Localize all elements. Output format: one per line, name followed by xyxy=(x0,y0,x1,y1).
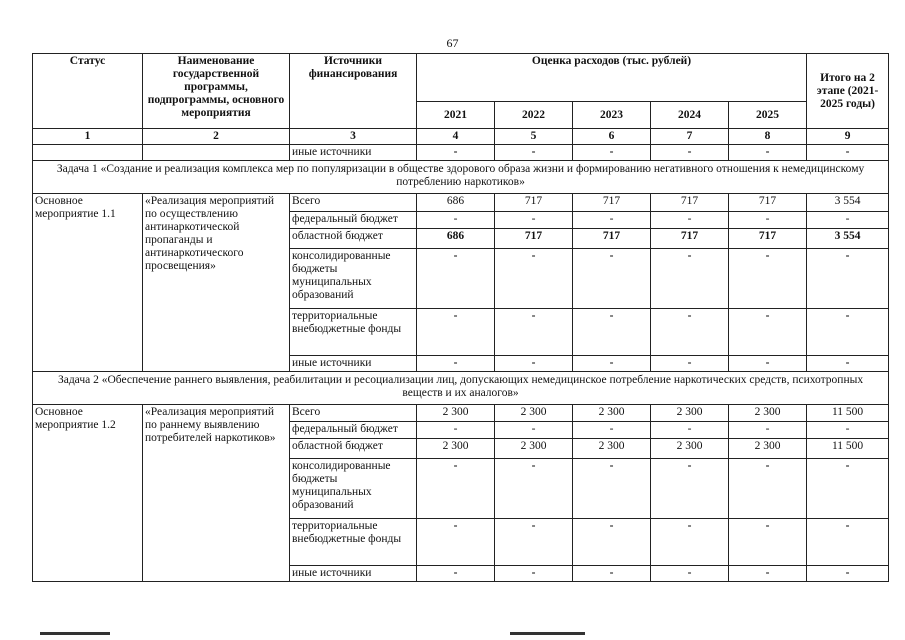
value-cell: - xyxy=(573,566,651,582)
value-cell: 2 300 xyxy=(573,405,651,422)
status-cell: Основное мероприятие 1.2 xyxy=(33,405,143,582)
name-cell: «Реализация мероприятий по раннему выявлению потребителей наркотиков» xyxy=(143,405,290,582)
value-cell: - xyxy=(651,356,729,372)
value-cell: - xyxy=(651,145,729,161)
value-cell: - xyxy=(495,459,573,519)
value-cell: - xyxy=(807,249,889,309)
column-number: 5 xyxy=(495,129,573,145)
value-cell: - xyxy=(729,459,807,519)
value-cell: - xyxy=(651,309,729,356)
value-cell: - xyxy=(729,422,807,439)
value-cell: 2 300 xyxy=(417,439,495,459)
value-cell: - xyxy=(729,309,807,356)
value-cell: - xyxy=(495,249,573,309)
value-cell: 2 300 xyxy=(651,439,729,459)
header-year: 2021 xyxy=(417,102,495,129)
value-cell: - xyxy=(495,519,573,566)
value-cell: 2 300 xyxy=(417,405,495,422)
source-cell: консолидированные бюджеты муниципальных образований xyxy=(290,249,417,309)
source-cell: Всего xyxy=(290,405,417,422)
table-row xyxy=(33,194,889,212)
value-cell: - xyxy=(417,309,495,356)
header-status: Статус xyxy=(33,54,143,129)
value-cell: - xyxy=(495,309,573,356)
value-cell: - xyxy=(417,566,495,582)
page-number: 67 xyxy=(446,36,459,50)
source-cell: территориальные внебюджетные фонды xyxy=(290,519,417,566)
value-cell: 717 xyxy=(729,229,807,249)
header-total: Итого на 2 этапе (2021-2025 годы) xyxy=(807,54,889,129)
value-cell: 3 554 xyxy=(807,194,889,212)
column-number: 1 xyxy=(33,129,143,145)
value-cell: - xyxy=(417,249,495,309)
table-row xyxy=(33,145,889,161)
value-cell: - xyxy=(729,356,807,372)
value-cell: 717 xyxy=(729,194,807,212)
source-cell: иные источники xyxy=(290,356,417,372)
name-cell xyxy=(143,145,290,161)
value-cell: - xyxy=(807,145,889,161)
value-cell: 2 300 xyxy=(651,405,729,422)
source-cell: областной бюджет xyxy=(290,439,417,459)
value-cell: 686 xyxy=(417,194,495,212)
value-cell: 11 500 xyxy=(807,439,889,459)
value-cell: - xyxy=(417,422,495,439)
header-year: 2022 xyxy=(495,102,573,129)
value-cell: - xyxy=(807,356,889,372)
expenses-table xyxy=(32,53,889,582)
value-cell: 717 xyxy=(495,194,573,212)
source-cell: областной бюджет xyxy=(290,229,417,249)
value-cell: - xyxy=(651,459,729,519)
column-number: 9 xyxy=(807,129,889,145)
value-cell: - xyxy=(651,519,729,566)
value-cell: - xyxy=(807,309,889,356)
value-cell: - xyxy=(807,212,889,229)
task-heading: Задача 1 «Создание и реализация комплекса мер по популяризации в обществе здорового образа жизни и формированию негативного отношения к немедицинскому потреблению наркотиков» xyxy=(33,161,889,194)
value-cell: - xyxy=(573,459,651,519)
value-cell: - xyxy=(651,212,729,229)
value-cell: 2 300 xyxy=(729,439,807,459)
source-cell: консолидированные бюджеты муниципальных образований xyxy=(290,459,417,519)
value-cell: - xyxy=(729,145,807,161)
value-cell: - xyxy=(417,212,495,229)
value-cell: 717 xyxy=(651,229,729,249)
source-cell: иные источники xyxy=(290,566,417,582)
source-cell: иные источники xyxy=(290,145,417,161)
value-cell: - xyxy=(495,145,573,161)
source-cell: федеральный бюджет xyxy=(290,422,417,439)
value-cell: - xyxy=(573,519,651,566)
value-cell: 2 300 xyxy=(573,439,651,459)
column-number: 6 xyxy=(573,129,651,145)
column-number: 3 xyxy=(290,129,417,145)
value-cell: 11 500 xyxy=(807,405,889,422)
value-cell: 2 300 xyxy=(495,439,573,459)
value-cell: 717 xyxy=(651,194,729,212)
header-year: 2025 xyxy=(729,102,807,129)
value-cell: - xyxy=(729,566,807,582)
status-cell: Основное мероприятие 1.1 xyxy=(33,194,143,372)
header-year: 2024 xyxy=(651,102,729,129)
header-expenses: Оценка расходов (тыс. рублей) xyxy=(417,54,807,102)
value-cell: 686 xyxy=(417,229,495,249)
source-cell: федеральный бюджет xyxy=(290,212,417,229)
value-cell: - xyxy=(573,145,651,161)
value-cell: - xyxy=(651,566,729,582)
value-cell: - xyxy=(495,356,573,372)
value-cell: - xyxy=(417,145,495,161)
source-cell: территориальные внебюджетные фонды xyxy=(290,309,417,356)
header-year: 2023 xyxy=(573,102,651,129)
value-cell: - xyxy=(573,212,651,229)
value-cell: - xyxy=(573,422,651,439)
value-cell: - xyxy=(573,249,651,309)
column-number: 4 xyxy=(417,129,495,145)
column-number: 7 xyxy=(651,129,729,145)
scan-edge-mark xyxy=(510,632,585,635)
value-cell: - xyxy=(807,422,889,439)
scan-edge-mark xyxy=(40,632,110,635)
value-cell: 717 xyxy=(573,229,651,249)
value-cell: - xyxy=(417,356,495,372)
column-number-row xyxy=(33,129,889,145)
value-cell: - xyxy=(573,309,651,356)
name-cell: «Реализация мероприятий по осуществлению антинаркотической пропаганды и антинаркотического просвещения» xyxy=(143,194,290,372)
value-cell: - xyxy=(573,356,651,372)
value-cell: - xyxy=(651,249,729,309)
column-number: 8 xyxy=(729,129,807,145)
value-cell: - xyxy=(807,519,889,566)
column-number: 2 xyxy=(143,129,290,145)
value-cell: - xyxy=(417,459,495,519)
value-cell: - xyxy=(495,212,573,229)
value-cell: - xyxy=(807,459,889,519)
source-cell: Всего xyxy=(290,194,417,212)
header-sources: Источники финансирования xyxy=(290,54,417,129)
value-cell: - xyxy=(729,212,807,229)
value-cell: - xyxy=(729,519,807,566)
table-row xyxy=(33,405,889,422)
value-cell: - xyxy=(651,422,729,439)
value-cell: - xyxy=(729,249,807,309)
value-cell: - xyxy=(417,519,495,566)
task-heading: Задача 2 «Обеспечение раннего выявления, реабилитации и ресоциализации лиц, допускающих немедицинское потребление наркотических средств, психотропных веществ и их аналогов» xyxy=(33,372,889,405)
value-cell: 2 300 xyxy=(729,405,807,422)
value-cell: 717 xyxy=(573,194,651,212)
value-cell: 717 xyxy=(495,229,573,249)
value-cell: 3 554 xyxy=(807,229,889,249)
value-cell: - xyxy=(495,422,573,439)
header-name: Наименование государственной программы, подпрограммы, основного мероприятия xyxy=(143,54,290,129)
value-cell: 2 300 xyxy=(495,405,573,422)
value-cell: - xyxy=(495,566,573,582)
value-cell: - xyxy=(807,566,889,582)
status-cell xyxy=(33,145,143,161)
